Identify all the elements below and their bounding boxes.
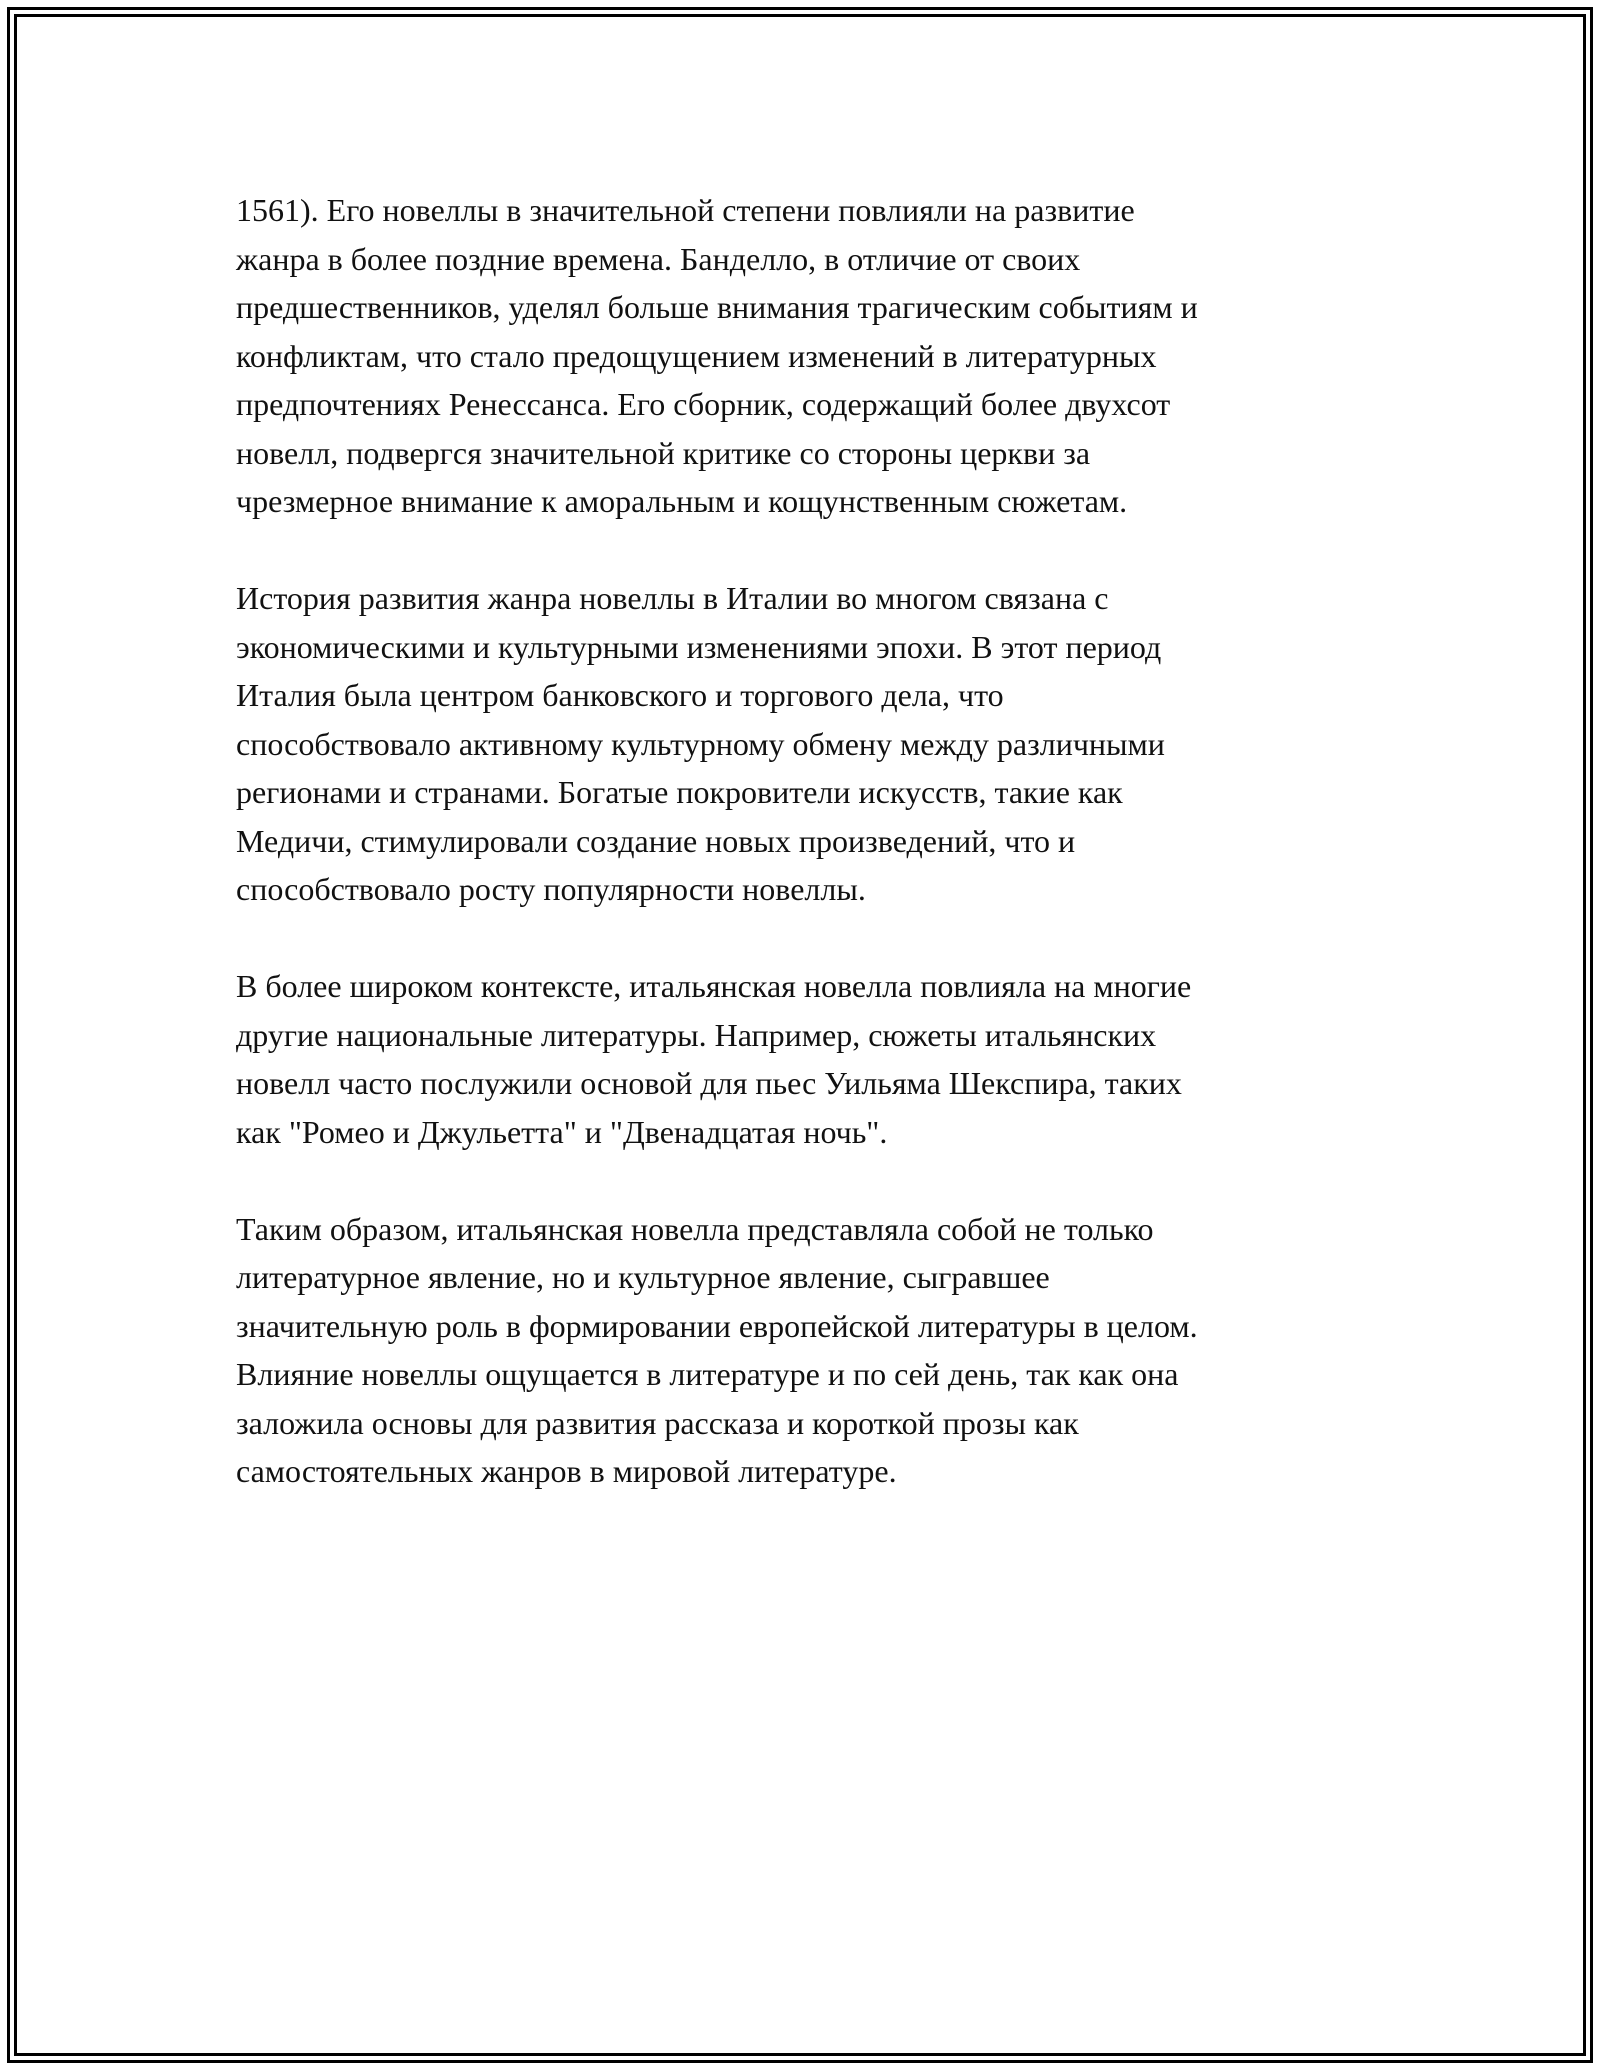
text-line: регионами и странами. Богатые покровители искусств, такие как [236, 774, 1123, 810]
text-line: Медичи, стимулировали создание новых произведений, что и [236, 822, 1076, 859]
text-line: новелл часто послужили основой для пьес Уильяма Шекспира, таких [236, 1065, 1182, 1101]
document-body [236, 186, 1366, 1544]
paragraph-bandello [236, 186, 1366, 526]
text-line: чрезмерное внимание к аморальным и кощунственным сюжетам. [236, 483, 1128, 519]
text-line: заложила основы для развития рассказа и короткой прозы как [236, 1404, 1079, 1441]
text-line: Италия была центром банковского и торгового дела, что [236, 677, 1004, 713]
text-line: экономическими и культурными изменениями эпохи. В этот период [236, 628, 1162, 665]
text-line: самостоятельных жанров в мировой литературе. [236, 1453, 897, 1489]
text-line: новелл, подвергся значительной критике со стороны церкви за [236, 434, 1091, 471]
paragraph-history [236, 574, 1366, 914]
text-line: способствовало росту популярности новеллы. [236, 871, 866, 907]
text-line: способствовало активному культурному обмену между различными [236, 725, 1165, 762]
paragraph-influence [236, 962, 1366, 1156]
text-line: значительную роль в формировании европейской литературы в целом. [236, 1307, 1198, 1344]
text-line: литературное явление, но и культурное явление, сыгравшее [236, 1259, 1050, 1295]
paragraph-conclusion [236, 1205, 1366, 1496]
text-line: 1561). Его новеллы в значительной степени повлияли на развитие [236, 192, 1135, 228]
text-line: Таким образом, итальянская новелла представляла собой не только [236, 1210, 1154, 1247]
text-line: предпочтениях Ренессанса. Его сборник, содержащий более двухсот [236, 386, 1171, 422]
text-line: конфликтам, что стало предощущением изменений в литературных [236, 337, 1157, 374]
text-line: предшественников, уделял больше внимания трагическим событиям и [236, 289, 1198, 325]
text-line: В более широком контексте, итальянская новелла повлияла на многие [236, 968, 1192, 1004]
text-line: жанра в более поздние времена. Банделло, в отличие от своих [236, 240, 1081, 277]
text-line: другие национальные литературы. Например, сюжеты итальянских [236, 1016, 1157, 1053]
text-line: Влияние новеллы ощущается в литературе и по сей день, так как она [236, 1356, 1179, 1392]
text-line: как "Ромео и Джульетта" и "Двенадцатая ночь". [236, 1113, 888, 1150]
text-line: История развития жанра новеллы в Италии во многом связана с [236, 580, 1109, 616]
